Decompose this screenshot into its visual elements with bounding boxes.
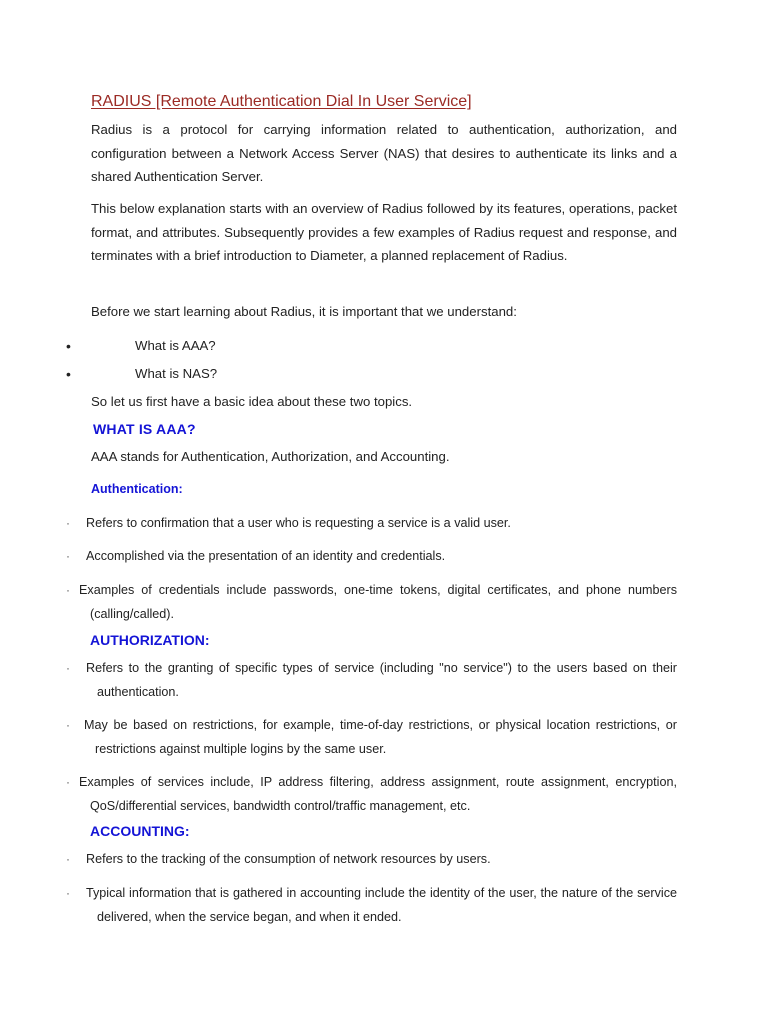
list-item — [66, 657, 677, 704]
list-mark-icon: · — [66, 583, 70, 597]
list-mark-icon: · — [66, 549, 70, 563]
list-item — [66, 579, 677, 626]
document-title: RADIUS [Remote Authentication Dial In User Service] — [91, 93, 472, 110]
accounting-heading: ACCOUNTING: — [90, 823, 190, 839]
list-item-text: Accomplished via the presentation of an identity and credentials. — [86, 549, 446, 563]
list-mark-icon: · — [66, 661, 70, 675]
list-item — [66, 714, 677, 761]
list-item-text: Refers to the granting of specific types of service (including "no service") to the users based on their authentication. — [86, 661, 677, 699]
bullet-text: What is NAS? — [135, 366, 218, 381]
list-item-text: Refers to confirmation that a user who is requesting a service is a valid user. — [86, 516, 511, 530]
list-mark-icon: · — [66, 775, 70, 789]
intro-paragraph-1: Radius is a protocol for carrying information related to authentication, authorization, and configuration between a Network Access Server (NAS) that desires to authenticate its links and a shared Authentication Server. — [91, 122, 677, 184]
what-is-aaa-heading: WHAT IS AAA? — [93, 421, 196, 437]
aaa-definition: AAA stands for Authentication, Authorization, and Accounting. — [91, 449, 450, 464]
authentication-heading: Authentication: — [91, 482, 183, 496]
authorization-heading: AUTHORIZATION: — [90, 632, 210, 648]
intro-paragraph-2: This below explanation starts with an overview of Radius followed by its features, operations, packet format, and attributes. Subsequently provides a few examples of Radius request and response, and terminates with a brief introduction to Diameter, a planned replacement of Radius. — [91, 201, 677, 263]
list-item-text: Examples of services include, IP address filtering, address assignment, route assignment, encryption, QoS/differential services, bandwidth control/traffic management, etc. — [79, 775, 677, 813]
list-mark-icon: · — [66, 886, 70, 900]
bullet-dot-icon: • — [66, 366, 71, 382]
intro-closing: So let us first have a basic idea about these two topics. — [91, 394, 413, 409]
list-mark-icon: · — [66, 852, 70, 866]
bullet-text: What is AAA? — [135, 338, 216, 353]
list-item-text: Typical information that is gathered in accounting include the identity of the user, the nature of the service delivered, when the service began, and when it ended. — [86, 886, 677, 924]
list-mark-icon: · — [66, 516, 70, 530]
list-item — [66, 882, 677, 929]
list-item — [66, 771, 677, 818]
list-mark-icon: · — [66, 718, 70, 732]
bullet-dot-icon: • — [66, 338, 71, 354]
list-item — [66, 512, 677, 536]
intro-paragraph-3: Before we start learning about Radius, it is important that we understand: — [91, 304, 517, 319]
list-item-text: May be based on restrictions, for example, time-of-day restrictions, or physical location restrictions, or restrictions against multiple logins by the same user. — [84, 718, 677, 756]
list-item — [66, 545, 677, 569]
list-item-text: Examples of credentials include passwords, one-time tokens, digital certificates, and phone numbers (calling/called). — [79, 583, 677, 621]
list-item — [66, 848, 677, 872]
list-item-text: Refers to the tracking of the consumption of network resources by users. — [86, 852, 491, 866]
